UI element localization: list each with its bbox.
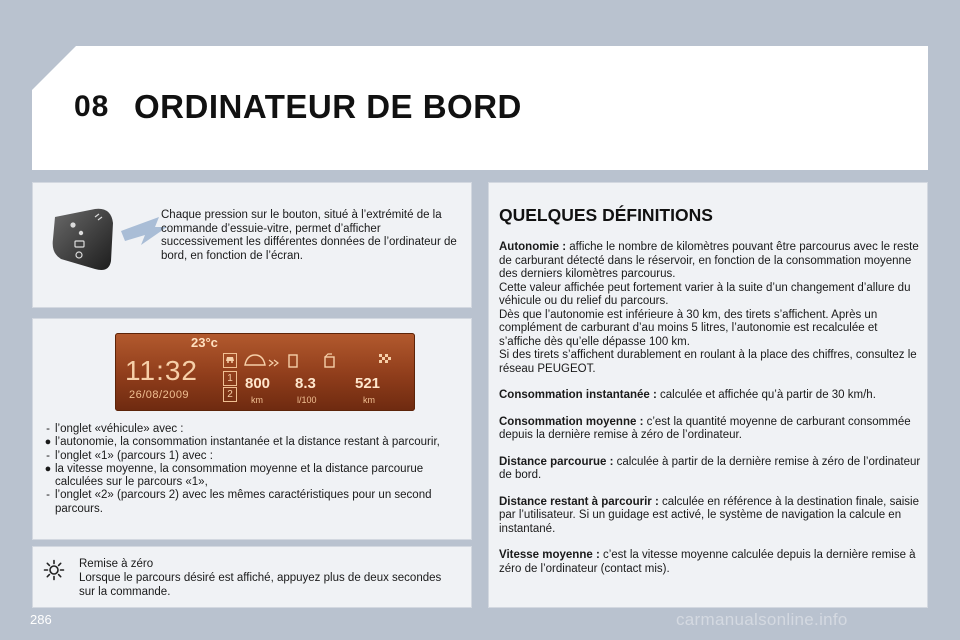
list-item: ● la vitesse moyenne, la consommation moyenne et la distance parcourue calculées sur le parcours «1», — [44, 462, 424, 489]
switch-description: Chaque pression sur le bouton, situé à l’extrémité de la commande d’essuie-vitre, permet d’afficher successivement les différentes données de l’ordinateur de bord, en fonction de l’écran. — [161, 209, 457, 262]
consumption-value: 8.3 — [295, 375, 316, 392]
range-value: 800 — [245, 375, 271, 392]
remaining-distance-unit: km — [363, 395, 375, 405]
clock-date: 26/08/2009 — [129, 389, 190, 401]
wiper-stalk-button-icon — [51, 203, 171, 275]
range-unit: km — [251, 395, 263, 405]
tab-description-list — [41, 423, 467, 516]
page-number: 286 — [30, 612, 52, 627]
definition-distance-parcourue: Distance parcourue : calculée à partir de la dernière remise à zéro de l’ordinateur de bord. — [499, 455, 921, 481]
definition-consommation-moyenne: Consommation moyenne : c’est la quantité moyenne de carburant consommée depuis la dernière remise à zéro de l’ordinateur. — [499, 415, 911, 441]
tab-vehicle-icon — [223, 353, 237, 368]
display-panel — [32, 318, 472, 540]
clock-time: 11:32 — [125, 355, 198, 386]
chapter-title: ORDINATEUR DE BORD — [134, 88, 522, 125]
watermark: carmanualsonline.info — [676, 610, 848, 629]
definitions-panel — [488, 182, 928, 608]
definition-distance-restant: Distance restant à parcourir : calculée en référence à la destination finale, saisie par l’utilisateur. Si un guidage est activé, le système de navigation la calcule en instantané. — [499, 495, 919, 535]
outside-temperature: 23°c — [191, 335, 218, 350]
definition-autonomie: Autonomie : affiche le nombre de kilomètres pouvant être parcourus avec le reste de carburant détecté dans le réservoir, en fonction de la consommation moyenne des derniers kilomètres parcourus. Cette valeur affichée peut fortement varier à la suite d’un changement d’allure du véhicule ou du relief du parcours. Dès que l’autonomie est inférieure à 30 km, des tirets s’affichent. Après un complément de carburant d’au moins 5 litres, l’autonomie est recalculée et s’affiche dès qu’elle dépasse 100 km. Si des tirets s’affichent durablement en roulant à la place des chiffres, consultez le réseau PEUGEOT. — [499, 241, 919, 375]
tab-trip-2: 2 — [223, 387, 237, 402]
trip-computer-screen — [115, 333, 415, 411]
tab-trip-1: 1 — [223, 371, 237, 386]
consumption-unit: l/100 — [297, 395, 317, 405]
chapter-number: 08 — [74, 90, 110, 123]
definition-consommation-instantanee: Consommation instantanée : calculée et affichée qu’à partir de 30 km/h. — [499, 389, 876, 401]
list-item: - l’onglet «1» (parcours 1) avec : — [46, 449, 213, 462]
list-item: - l’onglet «véhicule» avec : — [46, 423, 184, 435]
reset-title: Remise à zéro — [79, 558, 154, 570]
list-item: - l’onglet «2» (parcours 2) avec les mêmes caractéristiques pour un second parcours. — [46, 489, 432, 515]
switch-panel — [32, 182, 472, 308]
reset-panel — [32, 546, 472, 608]
list-item: ● l’autonomie, la consommation instantanée et la distance restant à parcourir, — [44, 436, 440, 449]
definition-vitesse-moyenne: Vitesse moyenne : c’est la vitesse moyenne calculée depuis la dernière remise à zéro de l’ordinateur (contact mis). — [499, 549, 916, 575]
reset-instructions — [79, 557, 459, 599]
definitions-body — [499, 241, 921, 589]
sun-tip-icon — [43, 559, 65, 581]
definitions-title: QUELQUES DÉFINITIONS — [499, 205, 713, 225]
remaining-distance-value: 521 — [355, 375, 381, 392]
range-consumption-distance-icons — [239, 351, 409, 371]
reset-body: Lorsque le parcours désiré est affiché, appuyez plus de deux secondes sur la commande. — [79, 572, 442, 598]
